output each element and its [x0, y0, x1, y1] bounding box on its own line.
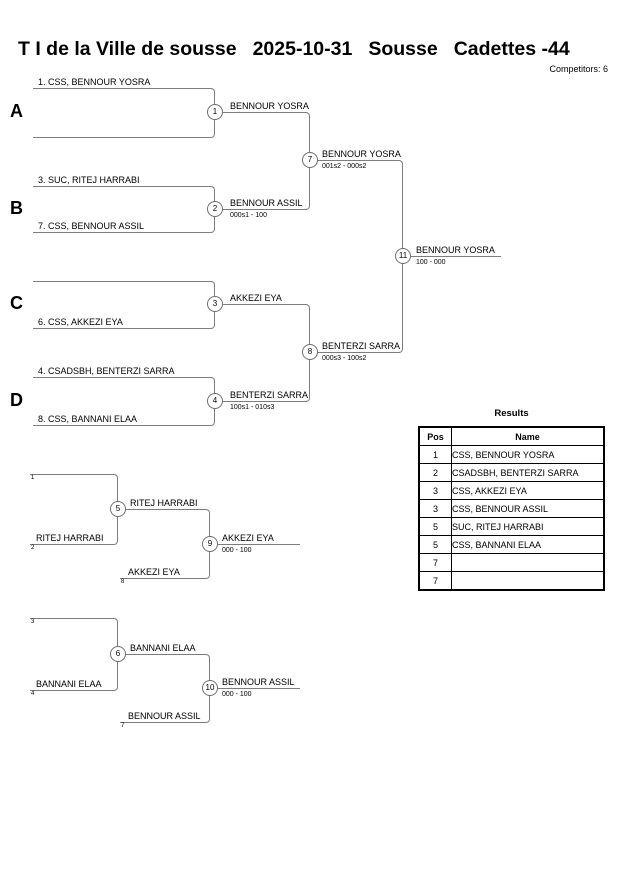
page-title — [18, 38, 570, 61]
title-date: 2025-10-31 — [252, 38, 353, 60]
results-table — [418, 426, 605, 591]
cons1-feed-top-ref: 1 — [31, 475, 35, 481]
results-row — [419, 518, 604, 536]
group-letter-d: D — [10, 390, 23, 410]
match-9-badge: 9 — [202, 536, 218, 552]
match-3-winner-label: AKKEZI EYA — [230, 293, 282, 303]
result-pos: 5 — [419, 536, 452, 554]
entry-b-top: 3. SUC, RITEJ HARRABI — [38, 175, 140, 185]
results-header-row — [419, 427, 604, 446]
cons2-feed2-name: BENNOUR ASSIL — [128, 711, 201, 721]
competitors-count: Competitors: 6 — [549, 64, 608, 74]
match-1-badge: 1 — [207, 104, 223, 120]
result-name: SUC, RITEJ HARRABI — [452, 518, 605, 536]
group-letter-a: A — [10, 101, 23, 121]
result-pos: 2 — [419, 464, 452, 482]
result-name: CSADSBH, BENTERZI SARRA — [452, 464, 605, 482]
champion-line — [411, 256, 501, 257]
result-pos: 3 — [419, 500, 452, 518]
match-4-winner-label: BENTERZI SARRA — [230, 390, 309, 400]
match-10-score: 000 - 100 — [222, 691, 252, 698]
entry-a-top: 1. CSS, BENNOUR YOSRA — [38, 77, 151, 87]
match-10-winner-line — [218, 688, 300, 689]
result-pos: 3 — [419, 482, 452, 500]
match-8-connector — [223, 304, 310, 402]
cons1-feed-bottom-ref: 2 — [31, 545, 35, 551]
match-11-connector — [318, 160, 403, 353]
match-11-winner-label: BENNOUR YOSRA — [416, 245, 495, 255]
match-1-winner-label: BENNOUR YOSRA — [230, 101, 309, 111]
cons1-feed2-name: AKKEZI EYA — [128, 567, 180, 577]
match-4-score: 100s1 - 010s3 — [230, 404, 275, 411]
entry-d-bottom: 8. CSS, BANNANI ELAA — [38, 414, 138, 424]
cons2-feed-bottom-name: BANNANI ELAA — [36, 679, 102, 689]
match-11-badge: 11 — [395, 248, 411, 264]
match-5-winner-label: RITEJ HARRABI — [130, 498, 198, 508]
match-10-winner-label: BENNOUR ASSIL — [222, 677, 295, 687]
results-col-pos: Pos — [419, 427, 452, 446]
cons1-feed-bottom-name: RITEJ HARRABI — [36, 533, 104, 543]
match-8-score: 000s3 - 100s2 — [322, 355, 367, 362]
result-pos: 1 — [419, 446, 452, 464]
match-11-score: 100 - 000 — [416, 259, 446, 266]
result-name — [452, 554, 605, 572]
match-2-score: 000s1 - 100 — [230, 212, 267, 219]
entry-d-top: 4. CSADSBH, BENTERZI SARRA — [38, 366, 175, 376]
results-row — [419, 554, 604, 572]
result-name — [452, 572, 605, 591]
match-9-score: 000 - 100 — [222, 547, 252, 554]
match-7-badge: 7 — [302, 152, 318, 168]
match-7-score: 001s2 - 000s2 — [322, 163, 367, 170]
results-row — [419, 482, 604, 500]
result-pos: 5 — [419, 518, 452, 536]
match-2-winner-label: BENNOUR ASSIL — [230, 198, 303, 208]
match-3-badge: 3 — [207, 296, 223, 312]
entry-c-bottom: 6. CSS, AKKEZI EYA — [38, 317, 123, 327]
result-pos: 7 — [419, 554, 452, 572]
group-a-connector — [33, 88, 215, 138]
match-6-badge: 6 — [110, 646, 126, 662]
result-name: CSS, AKKEZI EYA — [452, 482, 605, 500]
cons2-feed-top-ref: 3 — [31, 619, 35, 625]
result-name: CSS, BENNOUR YOSRA — [452, 446, 605, 464]
group-letter-b: B — [10, 198, 23, 218]
results-title: Results — [494, 408, 529, 419]
match-7-winner-label: BENNOUR YOSRA — [322, 149, 401, 159]
group-letter-c: C — [10, 293, 23, 313]
result-name: CSS, BENNOUR ASSIL — [452, 500, 605, 518]
entry-b-bottom: 7. CSS, BENNOUR ASSIL — [38, 221, 145, 231]
cons1-feed2-ref: 8 — [121, 579, 125, 585]
title-category: Cadettes -44 — [453, 38, 570, 60]
results-row — [419, 464, 604, 482]
result-pos: 7 — [419, 572, 452, 591]
match-4-badge: 4 — [207, 393, 223, 409]
match-8-badge: 8 — [302, 344, 318, 360]
match-5-badge: 5 — [110, 501, 126, 517]
title-event: T I de la Ville de sousse — [18, 38, 237, 60]
match-8-winner-label: BENTERZI SARRA — [322, 341, 401, 351]
match-9-winner-label: AKKEZI EYA — [222, 533, 274, 543]
match-2-badge: 2 — [207, 201, 223, 217]
results-row — [419, 536, 604, 554]
match-7-connector — [223, 112, 310, 210]
results-row — [419, 572, 604, 591]
match-6-winner-label: BANNANI ELAA — [130, 643, 196, 653]
results-col-name: Name — [452, 427, 605, 446]
title-city: Sousse — [368, 38, 438, 60]
result-name: CSS, BANNANI ELAA — [452, 536, 605, 554]
results-row — [419, 446, 604, 464]
cons2-feed-bottom-ref: 4 — [31, 691, 35, 697]
cons2-feed2-ref: 7 — [121, 723, 125, 729]
match-9-winner-line — [218, 544, 300, 545]
match-10-badge: 10 — [202, 680, 218, 696]
results-row — [419, 500, 604, 518]
